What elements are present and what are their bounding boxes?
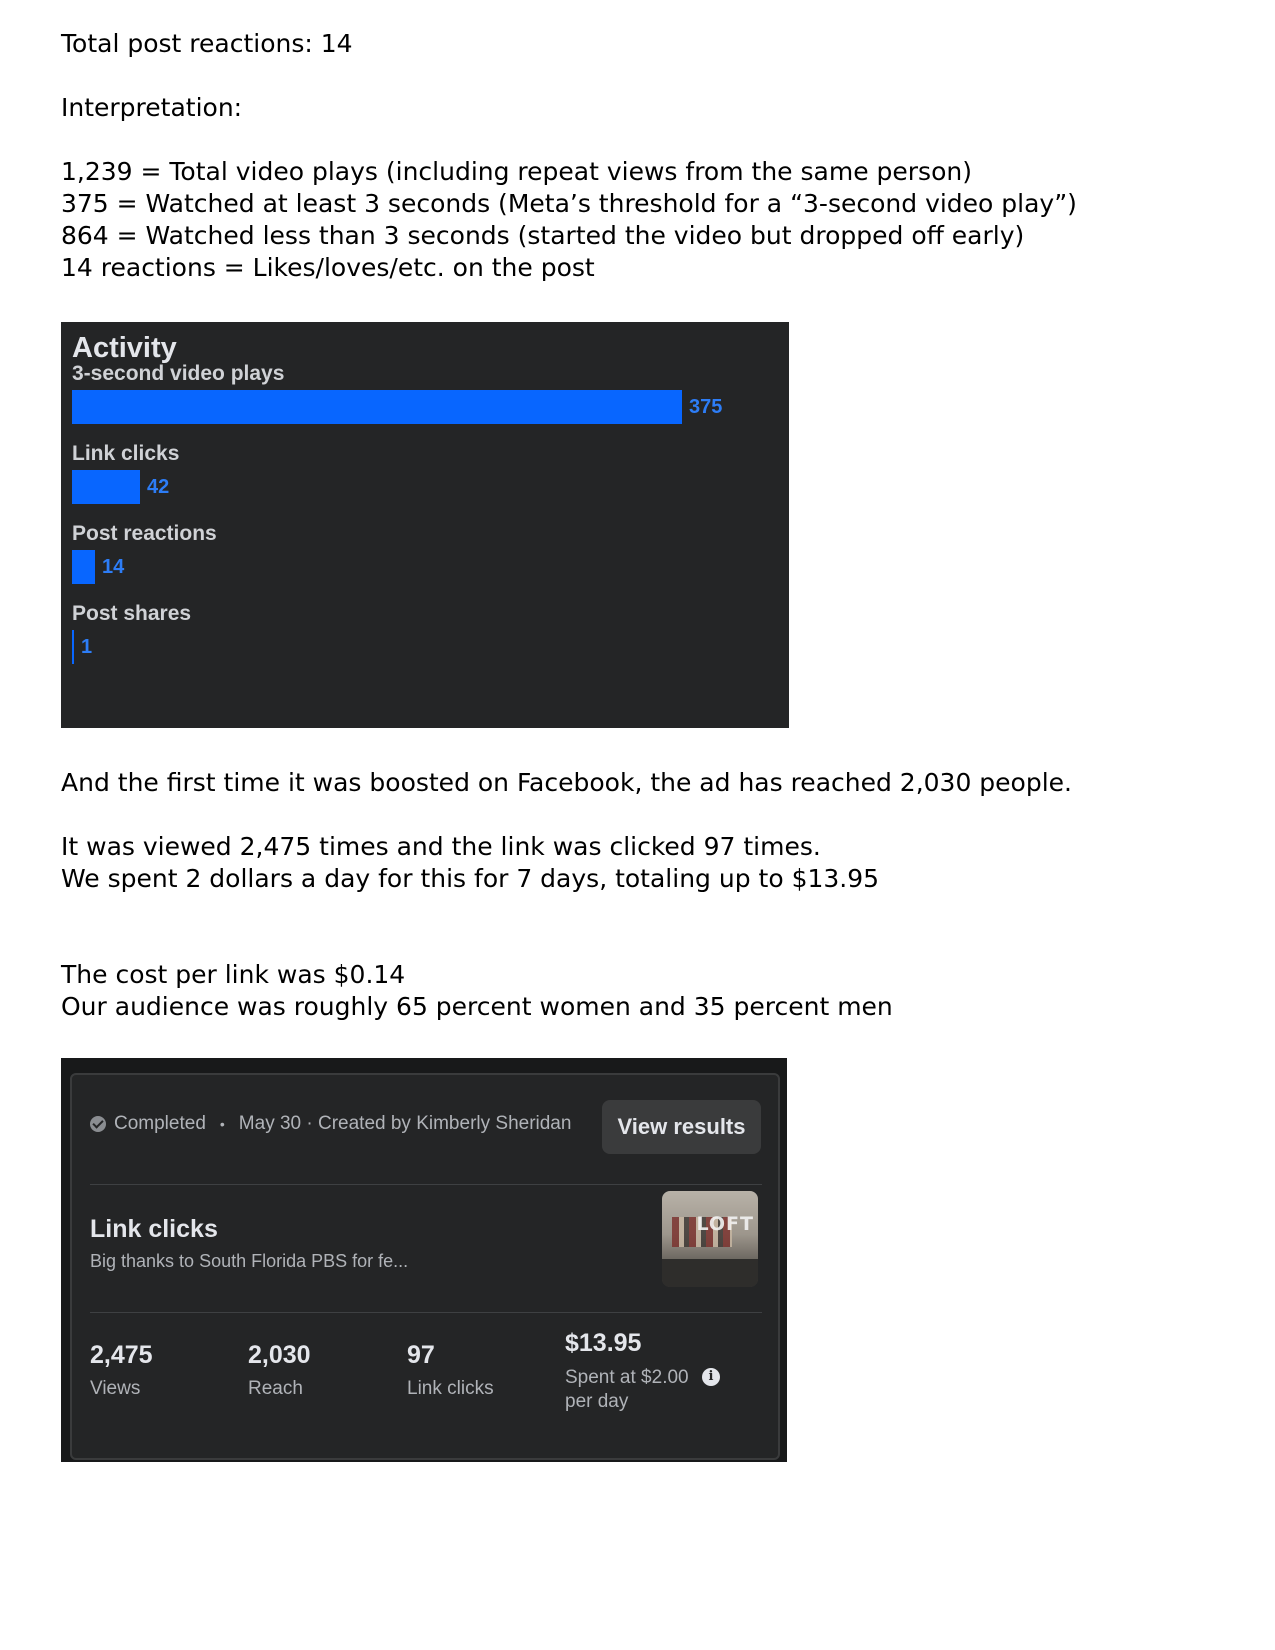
stat-spent: [565, 1329, 695, 1414]
metric-value: 375: [689, 396, 723, 418]
objective-title: Link clicks: [90, 1215, 218, 1243]
metric-bar: [72, 470, 140, 504]
info-icon[interactable]: i: [702, 1368, 720, 1386]
interpretation-line: 864 = Watched less than 3 seconds (started the video but dropped off early): [61, 221, 1025, 250]
thumbnail-sign-text: LOFT: [696, 1213, 754, 1235]
thumbnail-floor: [662, 1259, 758, 1287]
metric-label: Post reactions: [72, 522, 217, 545]
stat-value: 97: [407, 1341, 435, 1369]
metric-bar: [72, 390, 682, 424]
interpretation-line: 14 reactions = Likes/loves/etc. on the post: [61, 253, 595, 282]
stat-label: Link clicks: [407, 1378, 494, 1399]
stat-label: Views: [90, 1378, 141, 1399]
post-text: Big thanks to South Florida PBS for fe...: [90, 1251, 409, 1271]
campaign-card: [70, 1073, 780, 1460]
activity-title: Activity: [72, 332, 177, 364]
separator-dot: •: [219, 1116, 225, 1132]
divider: [90, 1184, 762, 1185]
interpretation-line: 375 = Watched at least 3 seconds (Meta’s threshold for a “3-second video play”): [61, 189, 1077, 218]
check-circle-icon: [90, 1116, 106, 1132]
summary-text: [61, 767, 1221, 1023]
stat-reach: [248, 1341, 311, 1400]
stat-views: [90, 1341, 153, 1400]
metric-value: 42: [147, 476, 170, 498]
spent-value: $13.95: [565, 1329, 642, 1357]
interpretation-line: 1,239 = Total video plays (including repeat views from the same person): [61, 157, 972, 186]
status-text: Completed: [114, 1113, 206, 1134]
date-creator-text: May 30 · Created by Kimberly Sheridan: [238, 1113, 572, 1134]
spend-line: We spent 2 dollars a day for this for 7 days, totaling up to $13.95: [61, 864, 880, 893]
stat-label: Reach: [248, 1378, 303, 1399]
stat-link-clicks: [407, 1341, 494, 1400]
views-line: It was viewed 2,475 times and the link was clicked 97 times.: [61, 832, 821, 861]
campaign-screenshot: [61, 1058, 787, 1462]
metric-bar: [72, 550, 95, 584]
metric-value: 1: [81, 636, 93, 658]
divider: [90, 1312, 762, 1313]
spent-label: Spent at $2.00 per day: [565, 1367, 689, 1412]
metric-bar: [72, 630, 74, 664]
cost-line: The cost per link was $0.14: [61, 960, 406, 989]
total-reactions-line: Total post reactions: 14: [61, 29, 353, 58]
post-thumbnail[interactable]: [662, 1191, 758, 1287]
view-results-button[interactable]: View results: [602, 1100, 761, 1154]
metric-label: Link clicks: [72, 442, 180, 465]
audience-line: Our audience was roughly 65 percent women and 35 percent men: [61, 992, 893, 1021]
stat-value: 2,030: [248, 1341, 311, 1369]
metric-label: 3-second video plays: [72, 362, 285, 385]
reach-line: And the first time it was boosted on Facebook, the ad has reached 2,030 people.: [61, 768, 1072, 797]
metric-label: Post shares: [72, 602, 192, 625]
document-text: [61, 28, 1221, 284]
stat-value: 2,475: [90, 1341, 153, 1369]
interpretation-heading: Interpretation:: [61, 93, 243, 122]
activity-panel: [61, 322, 789, 728]
status-row: [90, 1113, 571, 1135]
metric-value: 14: [102, 556, 125, 578]
